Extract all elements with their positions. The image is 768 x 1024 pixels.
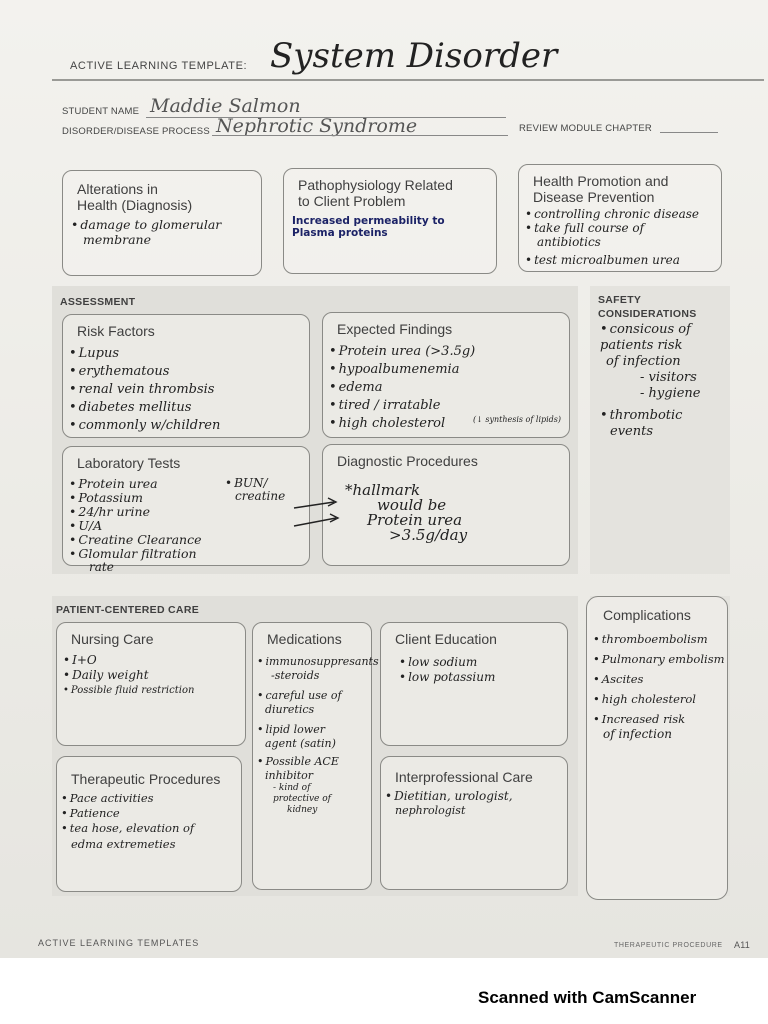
review-chapter-label: REVIEW MODULE CHAPTER [519,123,652,134]
medications-content: • immunosuppresants -steroids • careful use of diuretics • lipid lower agent (satin) • Possible ACE inhibitor - kind of protective of kidney [257,655,379,816]
laboratory-tests-side: • BUN/ creatine [225,477,285,503]
complications-box [586,596,728,900]
student-name-label: STUDENT NAME [62,106,140,117]
disorder-label: DISORDER/DISEASE PROCESS [62,126,210,137]
safety-label: SAFETY CONSIDERATIONS [598,294,697,320]
footer-right: THERAPEUTIC PROCEDURE [614,942,723,949]
risk-factors-list: • Lupus • erythematous • renal vein thrombsis • diabetes mellitus • commonly w/children [69,345,220,435]
diagnostic-procedures-title: Diagnostic Procedures [337,453,478,469]
expected-findings-box [322,312,570,438]
care-label: PATIENT-CENTERED CARE [56,604,199,616]
page-title: System Disorder [270,36,558,76]
laboratory-tests-box [62,446,310,574]
laboratory-tests-title: Laboratory Tests [77,455,181,471]
interprofessional-list: • Dietitian, urologist, [385,789,513,804]
student-name-value: Maddie Salmon [150,95,301,117]
arrow-icons [290,494,350,534]
alterations-title: Alterations in Health (Diagnosis) [77,181,193,213]
interprofessional-box [380,756,568,890]
medications-title: Medications [267,631,342,647]
expected-findings-title: Expected Findings [337,321,453,337]
alterations-box [62,170,262,276]
risk-factors-title: Risk Factors [77,323,155,339]
nursing-care-title: Nursing Care [71,631,154,647]
interprofessional-title: Interprofessional Care [395,769,533,785]
client-education-box [380,622,568,746]
footer-page: A11 [734,940,750,950]
review-chapter-line [660,132,718,133]
disorder-line [212,135,508,136]
expected-findings-list: • Protein urea (>3.5g) • hypoalbumenemia • edema • tired / irratable • high cholesterol [329,343,475,433]
diagnostic-procedures-content: *hallmark would be Protein urea >3.5g/day [345,481,468,544]
complications-list: • thromboembolism • Pulmonary embolism • Ascites • high cholesterol • Increased risk [593,629,725,729]
alterations-content: • damage to glomerular membrane [71,217,221,247]
disorder-value: Nephrotic Syndrome [216,115,418,137]
risk-factors-box [62,314,310,438]
pathophysiology-title: Pathophysiology Related to Client Problem [298,177,453,209]
header-rule [52,79,764,81]
health-promotion-box [518,164,722,272]
complications-line: of infection [603,727,672,741]
interprofessional-line: nephrologist [395,804,466,817]
therapeutic-title: Therapeutic Procedures [71,771,221,787]
medications-box [252,622,379,890]
pathophysiology-content: Increased permeability to Plasma proteins [292,215,445,239]
therapeutic-box [56,756,242,892]
template-label: ACTIVE LEARNING TEMPLATE: [70,60,248,72]
pathophysiology-box [283,168,497,274]
therapeutic-line: edma extremeties [71,837,176,851]
expected-findings-note: (↓ synthesis of lipids) [473,415,562,424]
laboratory-tests-rate: rate [89,560,114,574]
client-education-list: • low sodium • low potassium [399,655,495,685]
client-education-title: Client Education [395,631,497,647]
footer-left: ACTIVE LEARNING TEMPLATES [38,938,200,948]
nursing-care-list: • I+O • Daily weight • Possible fluid restriction [63,653,194,698]
safety-content: • consicous of patients risk of infection - visitors - hygiene • thrombotic events [600,322,700,440]
scanner-watermark: Scanned with CamScanner [478,988,697,1007]
assessment-label: ASSESSMENT [60,296,136,308]
health-promotion-title: Health Promotion and Disease Prevention [533,173,669,205]
diagnostic-procedures-box [322,444,570,566]
nursing-care-box [56,622,246,746]
complications-title: Complications [603,607,691,623]
therapeutic-list: • Pace activities • Patience • tea hose, elevation of [61,791,194,836]
health-promotion-content: • controlling chronic disease • take full course of antibiotics • test microalbumen urea [525,207,699,267]
laboratory-tests-list: • Protein urea • Potassium • 24/hr urine • U/A • Creatine Clearance • Glomular filtration [69,477,202,561]
